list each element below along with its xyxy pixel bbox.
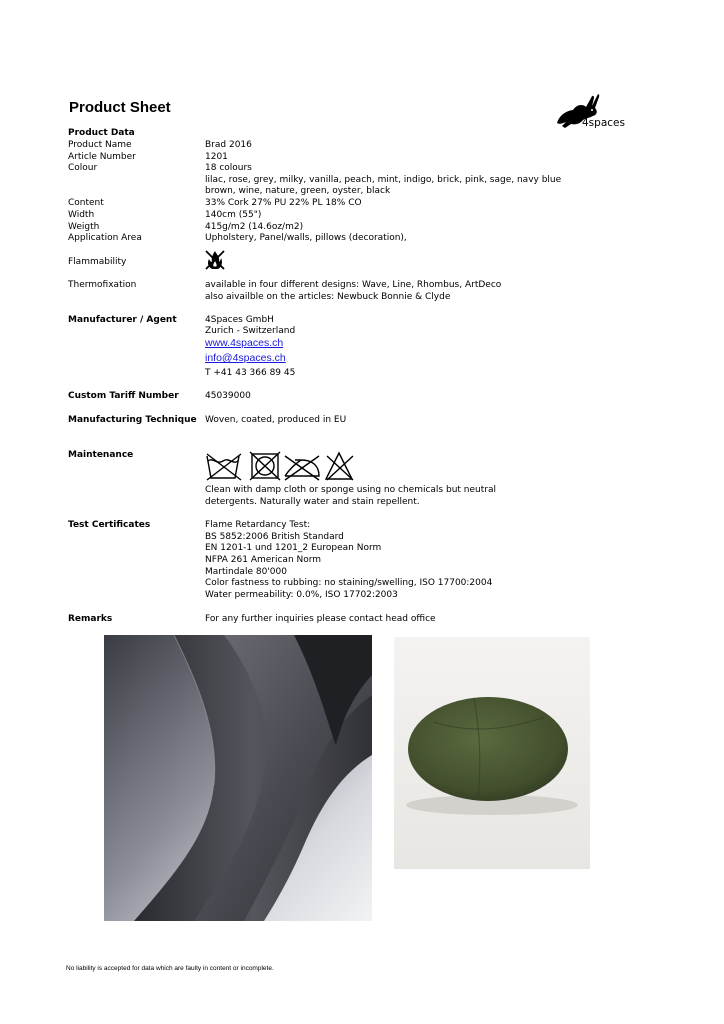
certificate-line: EN 1201-1 und 1201_2 European Norm: [205, 543, 382, 553]
certificate-line: Flame Retardancy Test:: [205, 520, 311, 530]
row-label: Weigth: [68, 222, 100, 232]
thermofixation-line: also aivailble on the articles: Newbuck Bonnie & Clyde: [205, 292, 451, 302]
no-bleach-icon: [326, 453, 353, 480]
row-label: Colour: [68, 163, 98, 173]
row-label: Product Name: [68, 140, 132, 150]
tariff-value: 45039000: [205, 391, 251, 401]
row-label: Article Number: [68, 152, 136, 162]
certificate-line: BS 5852:2006 British Standard: [205, 532, 344, 542]
row-value: 415g/m2 (14.6oz/m2): [205, 222, 304, 232]
row-value: 1201: [205, 152, 228, 162]
no-ironing-icon: [285, 456, 319, 480]
thermofixation-label: Thermofixation: [68, 280, 137, 290]
flame-prohibited-icon: [203, 248, 227, 272]
row-value: lilac, rose, grey, milky, vanilla, peach, mint, indigo, brick, pink, sage, navy blue: [205, 175, 562, 185]
maintenance-line: Clean with damp cloth or sponge using no chemicals but neutral: [205, 485, 496, 495]
row-label: Content: [68, 198, 104, 208]
no-washing-icon: [207, 454, 241, 480]
row-value: 33% Cork 27% PU 22% PL 18% CO: [205, 198, 362, 208]
row-value: 18 colours: [205, 163, 252, 173]
manufacturer-city: Zurich - Switzerland: [205, 326, 296, 336]
remarks-value: For any further inquiries please contact head office: [205, 614, 436, 624]
certificate-line: NFPA 261 American Norm: [205, 555, 322, 565]
thermofixation-line: available in four different designs: Wave, Line, Rhombus, ArtDeco: [205, 280, 502, 290]
no-tumble-dry-icon: [250, 452, 280, 480]
maintenance-line: detergents. Naturally water and stain repellent.: [205, 497, 420, 507]
certificate-line: Water permeability: 0.0%, ISO 17702:2003: [205, 590, 398, 600]
page-title: Product Sheet: [69, 99, 171, 116]
care-symbols: [205, 450, 355, 482]
remarks-heading: Remarks: [68, 614, 113, 624]
manufacturer-name: 4Spaces GmbH: [205, 315, 274, 325]
row-value: 140cm (55"): [205, 210, 262, 220]
row-value: brown, wine, nature, green, oyster, black: [205, 186, 391, 196]
manufacturer-heading: Manufacturer / Agent: [68, 315, 177, 325]
row-value: Upholstery, Panel/walls, pillows (decoration),: [205, 233, 407, 243]
row-label: Width: [68, 210, 95, 220]
email-link[interactable]: info@4spaces.ch: [205, 352, 286, 364]
website-link[interactable]: www.4spaces.ch: [205, 337, 284, 349]
product-data-heading: Product Data: [68, 128, 135, 138]
certificate-line: Color fastness to rubbing: no staining/swelling, ISO 17700:2004: [205, 578, 493, 588]
disclaimer-footer: No liability is accepted for data which are faulty in content or incomplete.: [66, 965, 274, 972]
certificates-heading: Test Certificates: [68, 520, 151, 530]
cork-cushion-photo: [394, 637, 590, 869]
technique-heading: Manufacturing Technique: [68, 415, 197, 425]
fabric-drape-photo: [104, 635, 372, 921]
row-label: Application Area: [68, 233, 142, 243]
flammability-label: Flammability: [68, 257, 127, 267]
logo-text: 4spaces: [582, 117, 625, 129]
certificate-line: Martindale 80'000: [205, 567, 287, 577]
maintenance-heading: Maintenance: [68, 450, 134, 460]
row-value: Brad 2016: [205, 140, 252, 150]
technique-value: Woven, coated, produced in EU: [205, 415, 347, 425]
manufacturer-phone: T +41 43 366 89 45: [205, 368, 296, 378]
tariff-heading: Custom Tariff Number: [68, 391, 179, 401]
